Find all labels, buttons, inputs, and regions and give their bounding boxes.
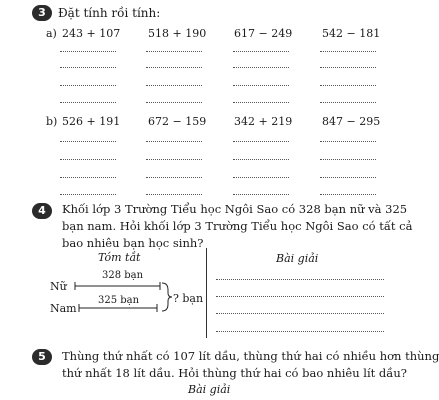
- exercise-3-instruction: Đặt tính rồi tính:: [58, 6, 161, 20]
- exercise-5-line-2: thứ nhất 18 lít dầu. Hỏi thùng thứ hai có bao nhiêu lít dầu?: [62, 366, 407, 380]
- total-question: ? bạn: [173, 292, 204, 305]
- part-b-item-3: 342 + 219: [234, 115, 293, 128]
- exercise-4-line-1: Khối lớp 3 Trường Tiểu học Ngôi Sao có 328 bạn nữ và 325: [62, 202, 408, 216]
- exercise-4-badge: 4: [32, 203, 52, 219]
- part-a-label: a): [46, 27, 57, 40]
- exercise-5-solution-title: Bài giải: [188, 383, 231, 396]
- summary-title: Tóm tắt: [98, 251, 141, 264]
- girls-count: 328 bạn: [102, 270, 144, 281]
- exercise-4-line-2: bạn nam. Hỏi khối lớp 3 Trường Tiểu học Ngôi Sao có tất cả: [62, 219, 413, 233]
- part-a-item-1: 243 + 107: [62, 27, 121, 40]
- part-a-item-2: 518 + 190: [148, 27, 207, 40]
- exercise-5-badge: 5: [32, 349, 52, 365]
- part-a-item-3: 617 − 249: [234, 27, 293, 40]
- exercise-3-badge: 3: [32, 5, 52, 21]
- exercise-4-line-3: bao nhiêu bạn học sinh?: [62, 236, 204, 250]
- part-a-item-4: 542 − 181: [322, 27, 381, 40]
- boys-label: Nam: [50, 302, 77, 315]
- brace: [162, 283, 172, 311]
- girls-label: Nữ: [50, 280, 67, 293]
- exercise-5-line-1: Thùng thứ nhất có 107 lít dầu, thùng thứ hai có nhiều hơn thùng: [62, 349, 439, 363]
- exercise-5-problem: [62, 348, 439, 382]
- part-b-label: b): [46, 115, 58, 128]
- part-b-item-1: 526 + 191: [62, 115, 121, 128]
- part-b-item-4: 847 − 295: [322, 115, 381, 128]
- boys-count: 325 bạn: [98, 295, 140, 306]
- part-b-item-2: 672 − 159: [148, 115, 207, 128]
- exercise-4-solution-title: Bài giải: [276, 252, 319, 265]
